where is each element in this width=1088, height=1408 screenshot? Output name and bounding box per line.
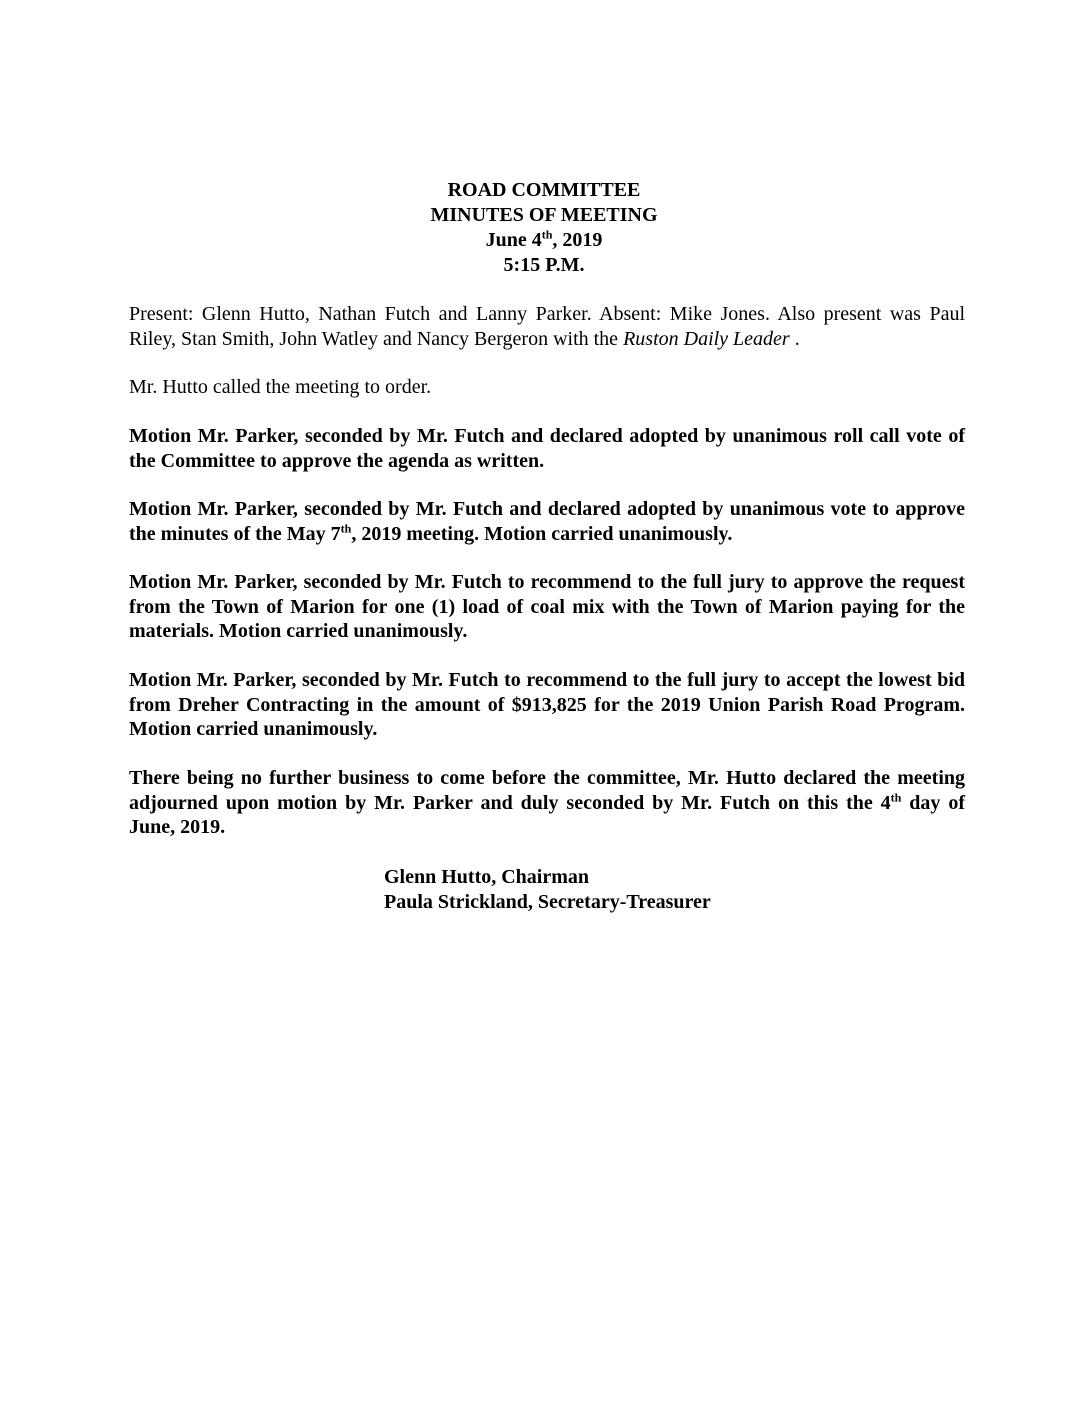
attendance-end: . [789, 327, 800, 350]
motion-minutes-paragraph [129, 497, 965, 546]
secretary-signature: Paula Strickland, Secretary-Treasurer [384, 890, 711, 913]
signature-block [384, 865, 711, 914]
meeting-time: 5:15 P.M. [503, 254, 585, 276]
motion-minutes-ordinal: th [340, 520, 352, 535]
motion-minutes-text-end: , 2019 meeting. Motion carried unanimously. [351, 522, 733, 545]
meeting-date-year: , 2019 [552, 229, 603, 251]
attendance-paragraph [129, 302, 965, 351]
motion-coal-paragraph: Motion Mr. Parker, seconded by Mr. Futch to recommend to the full jury to approve the request from the Town of Marion for one (1) load of coal mix with the Town of Marion paying for the materials. Motion carried unanimously. [129, 571, 965, 642]
newspaper-name: Ruston Daily Leader [623, 327, 790, 350]
meeting-date-prefix: June 4 [485, 229, 542, 251]
adjournment-ordinal: th [890, 789, 902, 804]
motion-minutes-text: Motion Mr. Parker, seconded by Mr. Futch and declared adopted by unanimous vote to approve the minutes of the May 7 [129, 498, 965, 545]
adjournment-text-end: day of June, 2019. [129, 791, 965, 838]
motion-agenda-paragraph: Motion Mr. Parker, seconded by Mr. Futch and declared adopted by unanimous roll call vote of the Committee to approve the agenda as written. [129, 425, 965, 472]
adjournment-text: There being no further business to come before the committee, Mr. Hutto declared the meeting adjourned upon motion by Mr. Parker and duly seconded by Mr. Futch on this the 4 [129, 767, 965, 814]
committee-title: ROAD COMMITTEE [447, 179, 641, 201]
chairman-signature: Glenn Hutto, Chairman [384, 866, 590, 888]
document-heading [0, 178, 1088, 278]
attendance-text: Present: Glenn Hutto, Nathan Futch and Lanny Parker. Absent: Mike Jones. Also present was Paul Riley, Stan Smith, John Watley and Nancy Bergeron with the [129, 303, 965, 350]
minutes-title: MINUTES OF MEETING [430, 204, 658, 226]
motion-bid-paragraph: Motion Mr. Parker, seconded by Mr. Futch to recommend to the full jury to accept the lowest bid from Dreher Contracting in the amount of $913,825 for the 2019 Union Parish Road Program. Motion carried unanimously. [129, 669, 965, 740]
adjournment-paragraph [129, 766, 965, 840]
call-to-order-paragraph: Mr. Hutto called the meeting to order. [129, 376, 432, 398]
meeting-date [0, 228, 1088, 253]
meeting-date-ordinal: th [541, 227, 553, 242]
